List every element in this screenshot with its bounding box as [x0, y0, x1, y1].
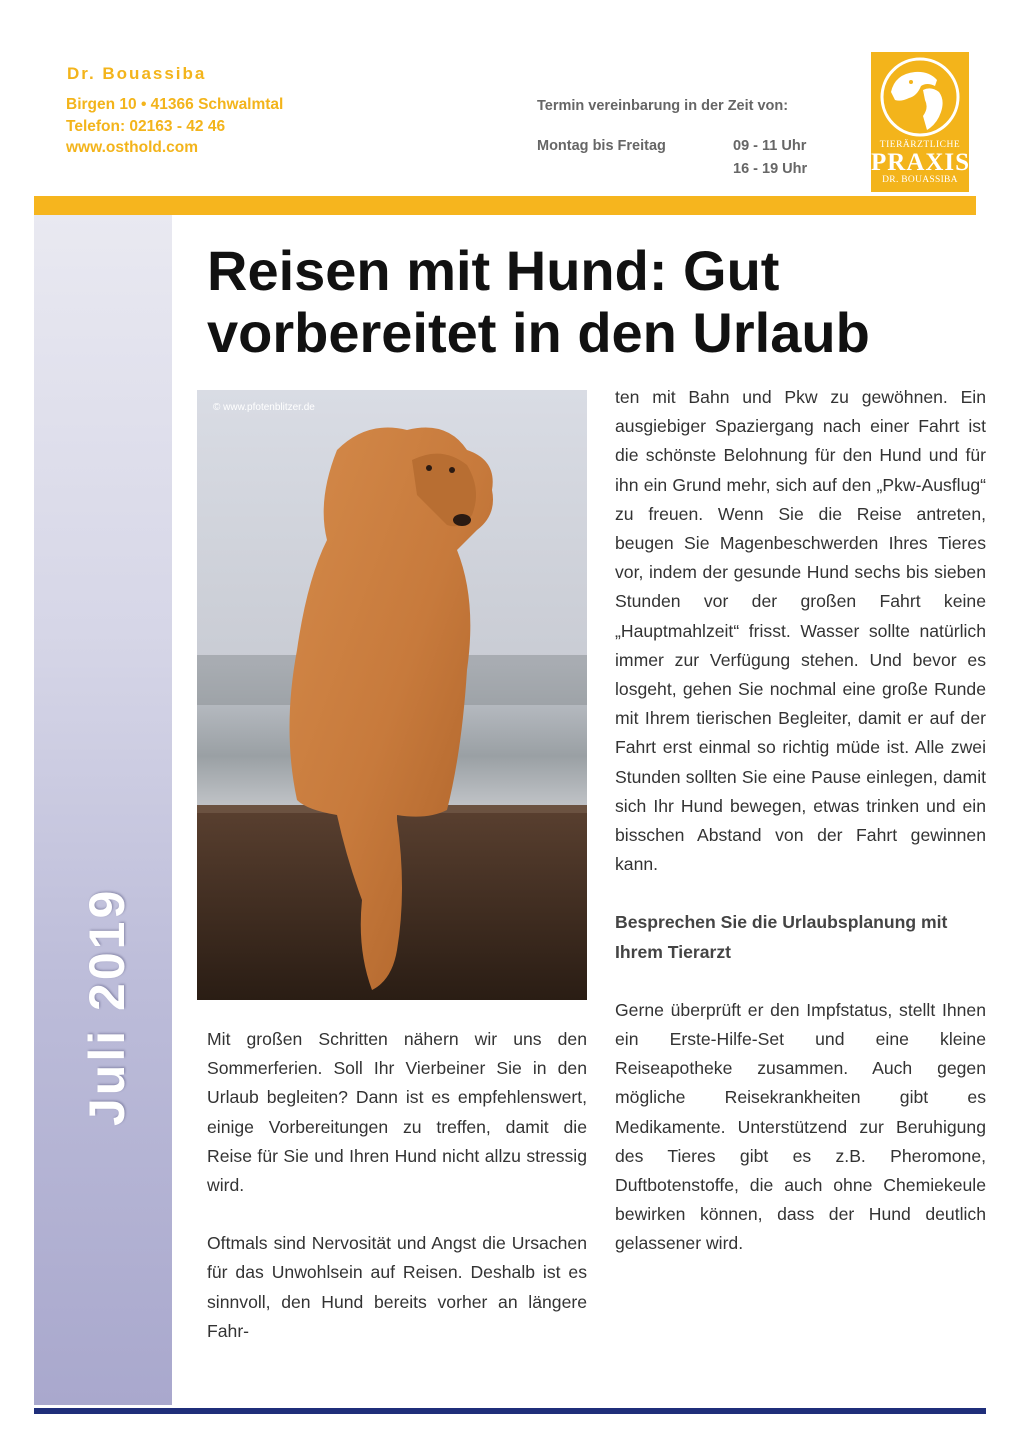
article-title [207, 240, 870, 364]
paragraph-travel-tips: ten mit Bahn und Pkw zu gewöhnen. Ein ausgiebiger Spaziergang nach einer Fahrt ist die schönste Belohnung für den Hund und für ihn ein Grund mehr, sich auf den „Pkw-Ausflug“ zu freuen. Wenn Sie die Reise antreten, beugen Sie Magenbeschwerden Ihres Tieres vor, indem der gesunde Hund sechs bis sieben Stunden vor der großen Fahrt keine „Hauptmahlzeit“ frisst. Wasser sollte natürlich immer zur Verfügung stehen. Und bevor es losgeht, gehen Sie nochmal eine große Runde mit Ihrem tierischen Begleiter, damit er auf der Fahrt erst einmal so richtig müde ist. Alle zwei Stunden sollten Sie eine Pause einlegen, damit sich Ihr Hund bewegen, etwas trinken und ein bisschen Abstand von der Fahrt gewinnen kann. [615, 387, 986, 875]
section-heading: Besprechen Sie die Urlaubsplanung mit Ihrem Tierarzt [615, 912, 948, 962]
issue-date: Juli 2019 [79, 887, 135, 1126]
logo-text-doctor: DR. BOUASSIBA [882, 175, 958, 185]
logo-text-tieraerztliche: TIERÄRZTLICHE [879, 140, 961, 150]
paragraph-vet-advice: Gerne überprüft er den Impfstatus, stellt Ihnen ein Erste-Hilfe-Set und eine kleine Reiseapotheke zusammen. Auch gegen mögliche Reisekrankheiten gibt es Medikamente. Unterstützend zur Beruhigung des Tieres gibt es z.B. Pheromone, Duftbotenstoffe, die auch ohne Chemiekeule bewirken können, dass der Hund deutlich gelassener wird. [615, 999, 986, 1254]
opening-time-evening: 16 - 19 Uhr [733, 161, 808, 177]
sidebar [34, 215, 172, 1405]
appointment-label: Termin vereinbarung in der Zeit von: [537, 98, 789, 114]
article-column-1 [207, 1025, 587, 1346]
opening-time-morning: 09 - 11 Uhr [733, 138, 807, 154]
dog-cat-logo-icon [871, 52, 969, 142]
practice-name: Dr. Bouassiba [67, 64, 207, 83]
opening-days: Montag bis Freitag [537, 138, 666, 154]
dog-photo [197, 390, 587, 1000]
paragraph-nervousness: Oftmals sind Nervosität und Angst die Ursachen für das Unwohlsein auf Reisen. Deshalb ist es sinnvoll, den Hund bereits vorher an längere Fahr- [207, 1233, 587, 1341]
photo-credit: © www.pfotenblitzer.de [213, 402, 315, 413]
header-divider-bar [34, 196, 976, 215]
footer-divider [34, 1408, 986, 1414]
practice-website[interactable]: www.osthold.com [66, 139, 199, 156]
practice-logo [871, 52, 969, 192]
title-line-2: vorbereitet in den Urlaub [207, 301, 870, 364]
practice-phone: Telefon: 02163 - 42 46 [66, 118, 226, 135]
practice-address: Birgen 10 • 41366 Schwalmtal [66, 96, 284, 113]
article-column-2 [615, 383, 986, 1259]
paragraph-intro: Mit großen Schritten nähern wir uns den Sommerferien. Soll Ihr Vierbeiner Sie in den Urlaub begleiten? Dann ist es empfehlenswert, einige Vorbereitungen zu treffen, damit die Reise für Sie und Ihren Hund nicht allzu stressig wird. [207, 1029, 587, 1196]
title-line-1: Reisen mit Hund: Gut [207, 239, 780, 302]
logo-text-praxis: PRAXIS [871, 149, 971, 176]
